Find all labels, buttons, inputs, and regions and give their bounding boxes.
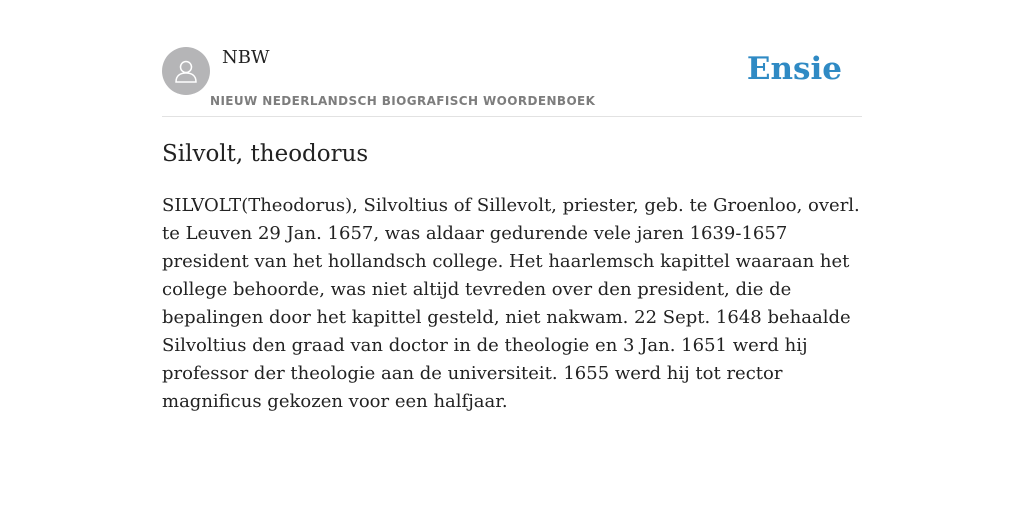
source-avatar[interactable] — [162, 47, 210, 95]
source-subtitle: NIEUW NEDERLANDSCH BIOGRAFISCH WOORDENBOEK — [210, 94, 596, 108]
source-header — [162, 0, 862, 117]
article-body: SILVOLT(Theodorus), Silvoltius of Sillevolt, priester, geb. te Groenloo, overl. te Leuven 29 Jan. 1657, was aldaar gedurende vele jaren 1639-1657 president van het hollandsch college. Het haarlemsch kapittel waaraan het college behoorde, was niet altijd tevreden over den president, die de bepalingen door het kapittel gesteld, niet nakwam. 22 Sept. 1648 behaalde Silvoltius den graad van doctor in de theologie en 3 Jan. 1651 werd hij professor der theologie aan de universiteit. 1655 werd hij tot rector magnificus gekozen voor een halfjaar. — [162, 195, 860, 412]
page-container — [162, 0, 862, 412]
brand-logo-link[interactable]: Ensie — [746, 51, 842, 87]
source-name[interactable]: NBW — [222, 47, 270, 68]
article-title: Silvolt, theodorus — [162, 141, 369, 167]
user-icon — [172, 57, 200, 85]
